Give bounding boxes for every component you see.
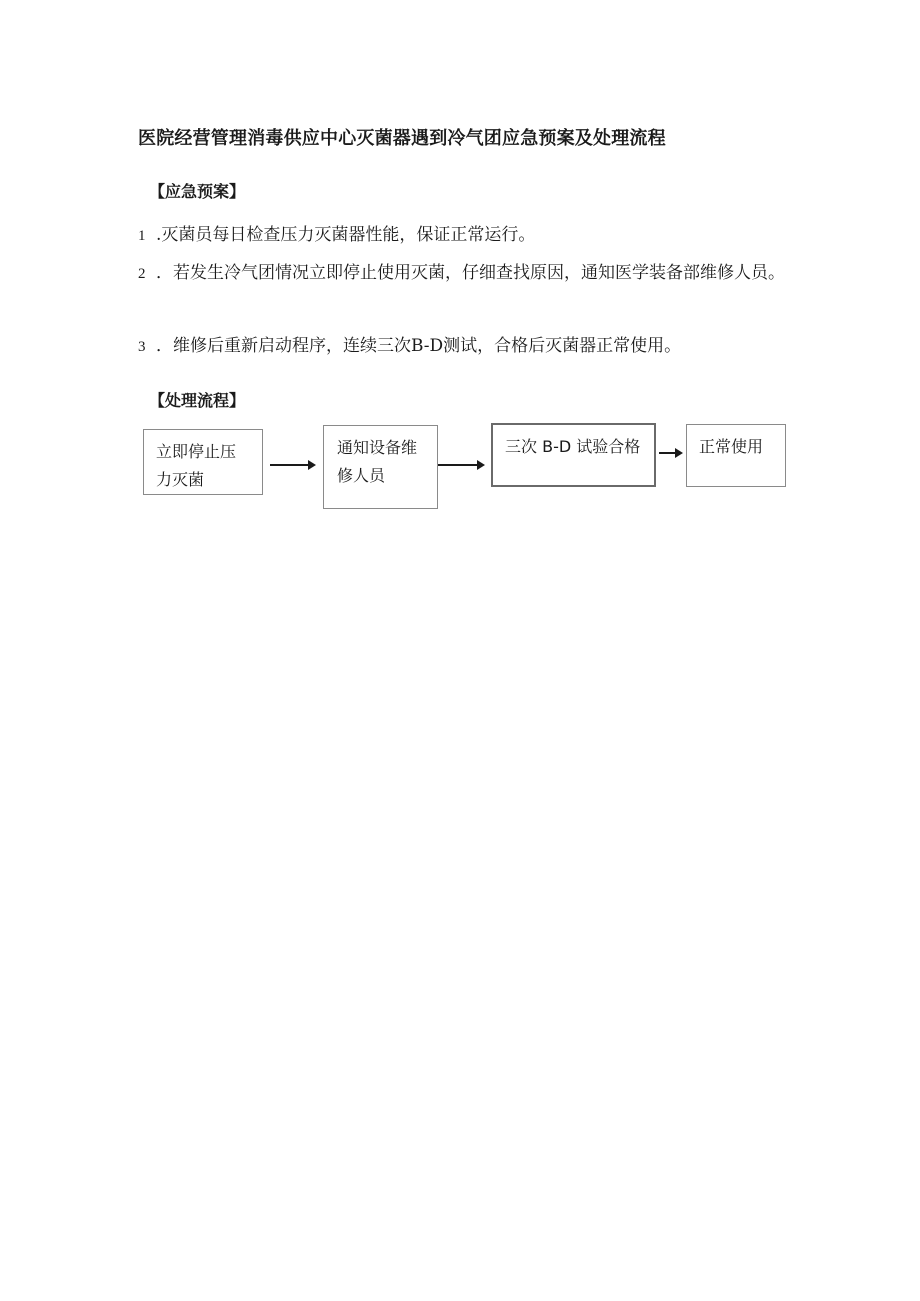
flow-arrow-right [270, 464, 314, 466]
flow-step-stop-sterilizer [143, 429, 263, 495]
flow-step-bd-test-pass [491, 423, 656, 487]
flow-step-notify-maintenance [323, 425, 438, 509]
plan-item [138, 328, 788, 365]
plan-item-number: 1 [138, 228, 146, 244]
flow-arrow-right [438, 464, 483, 466]
flow-arrow-right [659, 452, 681, 454]
flow-step-text: 正常使用 [699, 437, 764, 456]
section-heading-process-flow: 【处理流程】 [149, 391, 246, 410]
flow-step-text: 三次 B-D 试验合格 [505, 437, 641, 456]
flow-step-text: 立即停止压 [156, 442, 237, 461]
flow-step-text: 修人员 [337, 466, 386, 485]
flow-step-text: 通知设备维 [337, 438, 418, 457]
section-heading-emergency-plan: 【应急预案】 [149, 182, 246, 201]
plan-item-text: ．若发生冷气团情况立即停止使用灭菌，仔细查找原因，通知医学装备部维修人员。 [156, 263, 785, 283]
page-title: 医院经营管理消毒供应中心灭菌器遇到冷气团应急预案及处理流程 [138, 128, 666, 149]
plan-item-number: 3 [138, 339, 146, 355]
plan-item [138, 217, 788, 254]
flow-step-normal-use [686, 424, 786, 487]
flow-step-text: 力灭菌 [156, 470, 205, 489]
plan-item-text: ．维修后重新启动程序，连续三次B-D测试，合格后灭菌器正常使用。 [156, 336, 682, 356]
plan-item-number: 2 [138, 266, 146, 282]
plan-item [138, 255, 788, 292]
plan-item-text: .灭菌员每日检查压力灭菌器性能，保证正常运行。 [156, 225, 536, 245]
